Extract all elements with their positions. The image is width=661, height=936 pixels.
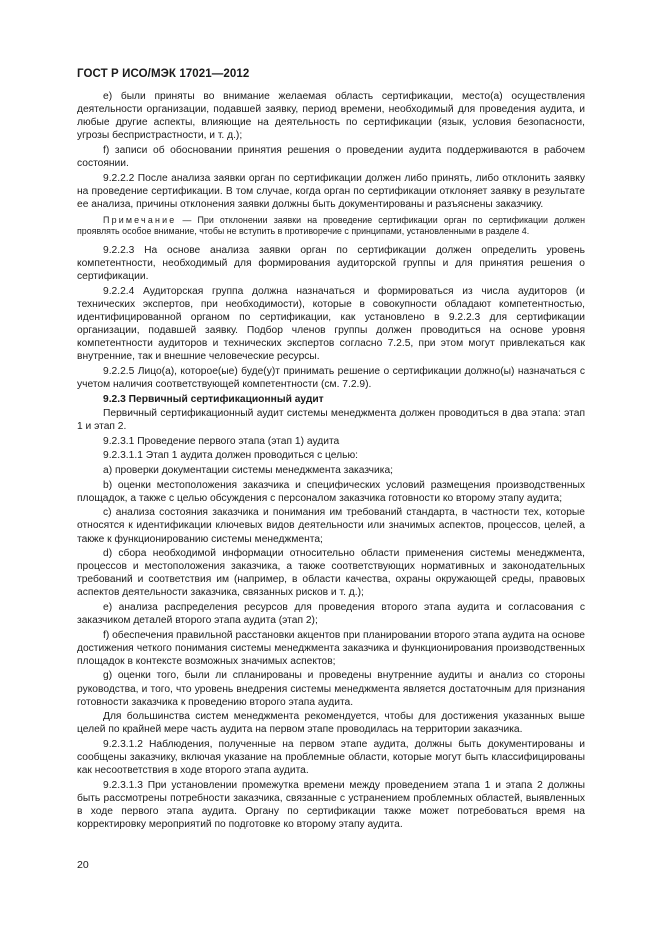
- paragraph-9-2-3-1-3: 9.2.3.1.3 При установлении промежутка времени между проведением этапа 1 и этапа 2 должны быть рассмотрены потребности заказчика, связанные с устранением проблемных областей, выявленных в ходе первого этапа аудита. Органу по сертификации также может потребоваться время на корректировку мероприятий по подготовке ко второму этапу аудита.: [77, 779, 585, 830]
- paragraph-two-stages: Первичный сертификационный аудит системы менеджмента должен проводиться в два этапа: этап 1 и этап 2.: [77, 408, 585, 433]
- list-item-d: d) сбора необходимой информации относительно области применения системы менеджмента, процессов и местоположения заказчика, а также соответствующих нормативных и законодательных требований и соответствия им (например, в области качества, охраны окружающей среды, правовых аспектов деятельности заказчика, связанных рисков и т. д.);: [77, 548, 585, 599]
- note: [77, 215, 585, 238]
- list-item-b: b) оценки местоположения заказчика и специфических условий размещения производственных площадок, а также с целью обсуждения с персоналом заказчика готовности ко второму этапу аудита;: [77, 479, 585, 504]
- document-header: ГОСТ Р ИСО/МЭК 17021—2012: [77, 68, 250, 80]
- note-text: — При отклонении заявки на проведение сертификации орган по сертификации должен проявлять особое внимание, чтобы не вступить в противоречие с принципами, установленными в разделе 4.: [77, 214, 585, 237]
- page-number: 20: [77, 859, 89, 871]
- list-item-c: c) анализа состояния заказчика и понимания им требований стандарта, в частности тех, которые относятся к идентификации ключевых видов деятельности или значимых аспектов, процессов, целей, а также к функционированию системы менеджмента;: [77, 507, 585, 545]
- paragraph-item-e: е) были приняты во внимание желаемая область сертификации, место(а) осуществления деятельности организации, подавшей заявку, период времени, необходимый для проведения аудита, и любые другие аспекты, влияющие на деятельность по сертификации (язык, условия безопасности, угрозы беспристрастности, и т. д.);: [77, 91, 585, 142]
- list-item-a: a) проверки документации системы менеджмента заказчика;: [103, 465, 394, 477]
- list-item-g: g) оценки того, были ли спланированы и проведены внутренние аудиты и анализ со стороны руководства, и того, что уровень внедрения системы менеджмента является достаточным для признания готовности заказчика к проведению второго этапа аудита.: [77, 670, 585, 708]
- note-label: Примечание: [103, 214, 177, 225]
- list-item-e: e) анализа распределения ресурсов для проведения второго этапа аудита и согласования с заказчиком деталей второго этапа аудита (этап 2);: [77, 601, 585, 627]
- paragraph-item-f: f) записи об обосновании принятия решения о проведении аудита поддерживаются в рабочем состоянии.: [77, 144, 585, 169]
- paragraph-9-2-2-2: 9.2.2.2 После анализа заявки орган по сертификации должен либо принять, либо отклонить заявку на проведение сертификации. В том случае, когда орган по сертификации отклоняет заявку в результате ее анализа, причины отклонения заявки должны быть документированы и разъяснены заказчику.: [77, 172, 585, 210]
- paragraph-9-2-3-1-1: 9.2.3.1.1 Этап 1 аудита должен проводиться с целью:: [103, 450, 359, 462]
- section-heading-9-2-3: 9.2.3 Первичный сертификационный аудит: [103, 393, 324, 405]
- paragraph-9-2-2-3: 9.2.2.3 На основе анализа заявки орган по сертификации должен определить уровень компетентности, необходимый для формирования аудиторской группы и для принятия решения о сертификации.: [77, 245, 585, 283]
- paragraph-9-2-3-1-2: 9.2.3.1.2 Наблюдения, полученные на первом этапе аудита, должны быть документированы и сообщены заказчику, включая указание на проблемные области, которые могут быть классифицированы как несоответствия в ходе второго этапа аудита.: [77, 738, 585, 777]
- paragraph-9-2-2-5: 9.2.2.5 Лицо(а), которое(ые) буде(у)т принимать решение о сертификации должно(ы) назначаться с учетом наличия соответствующей компетентности (см. 7.2.9).: [77, 365, 585, 390]
- document-body: [77, 90, 585, 833]
- paragraph-9-2-2-4: 9.2.2.4 Аудиторская группа должна назначаться и формироваться из числа аудиторов (и технических экспертов, при необходимости), которые в совокупности обладают компетентностью, идентифицированной органом по сертификации, как установлено в 9.2.2.3 для сертификации организации, подавшей заявку. Подбор членов группы должен проводиться на основе уровня компетентности аудиторов и технических экспертов согласно 7.2.5, при этом могут привлекаться как внутренние, так и внешние человеческие ресурсы.: [77, 285, 585, 363]
- list-item-f: f) обеспечения правильной расстановки акцентов при планировании второго этапа аудита на основе достижения четкого понимания системы менеджмента заказчика и функционирования производственных площадок в контексте возможных значимых аспектов;: [77, 629, 585, 667]
- paragraph-recommendation: Для большинства систем менеджмента рекомендуется, чтобы для достижения указанных выше целей по крайней мере часть аудита на первом этапе проводилась на территории заказчика.: [77, 711, 585, 736]
- subsection-heading-9-2-3-1: 9.2.3.1 Проведение первого этапа (этап 1) аудита: [103, 435, 340, 447]
